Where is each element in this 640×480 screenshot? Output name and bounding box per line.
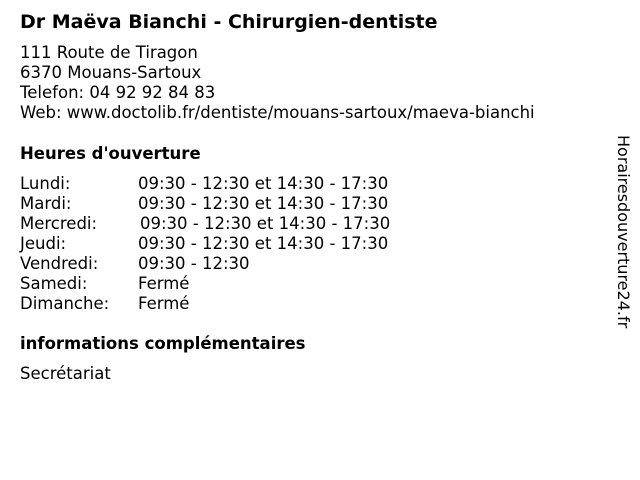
time-value: 09:30 - 12:30 et 14:30 - 17:30 [138, 174, 389, 193]
time-value: Fermé [138, 294, 190, 313]
site-watermark: Horairesdouverture24.fr [614, 135, 633, 329]
contact-block [20, 43, 535, 123]
address-street: 111 Route de Tiragon [20, 43, 198, 62]
day-label: Mardi: [20, 194, 72, 213]
day-label: Mercredi: [20, 214, 98, 233]
day-label: Vendredi: [20, 254, 99, 273]
time-value: Fermé [138, 274, 190, 293]
additional-info-text: Secrétariat [20, 364, 111, 383]
day-label: Samedi: [20, 274, 88, 293]
day-label: Dimanche: [20, 294, 110, 313]
phone-number: Telefon: 04 92 92 84 83 [20, 83, 216, 102]
additional-info-heading: informations complémentaires [20, 334, 306, 353]
day-label: Lundi: [20, 174, 71, 193]
page-title: Dr Maëva Bianchi - Chirurgien-dentiste [20, 11, 438, 33]
address-city: 6370 Mouans-Sartoux [20, 63, 202, 82]
time-value: 09:30 - 12:30 et 14:30 - 17:30 [138, 234, 389, 253]
time-value: 09:30 - 12:30 [138, 254, 250, 273]
time-value: 09:30 - 12:30 et 14:30 - 17:30 [140, 214, 391, 233]
website-link[interactable]: Web: www.doctolib.fr/dentiste/mouans-sartoux/maeva-bianchi [20, 103, 535, 122]
day-label: Jeudi: [20, 234, 67, 253]
opening-hours-heading: Heures d'ouverture [20, 144, 201, 163]
time-value: 09:30 - 12:30 et 14:30 - 17:30 [138, 194, 389, 213]
